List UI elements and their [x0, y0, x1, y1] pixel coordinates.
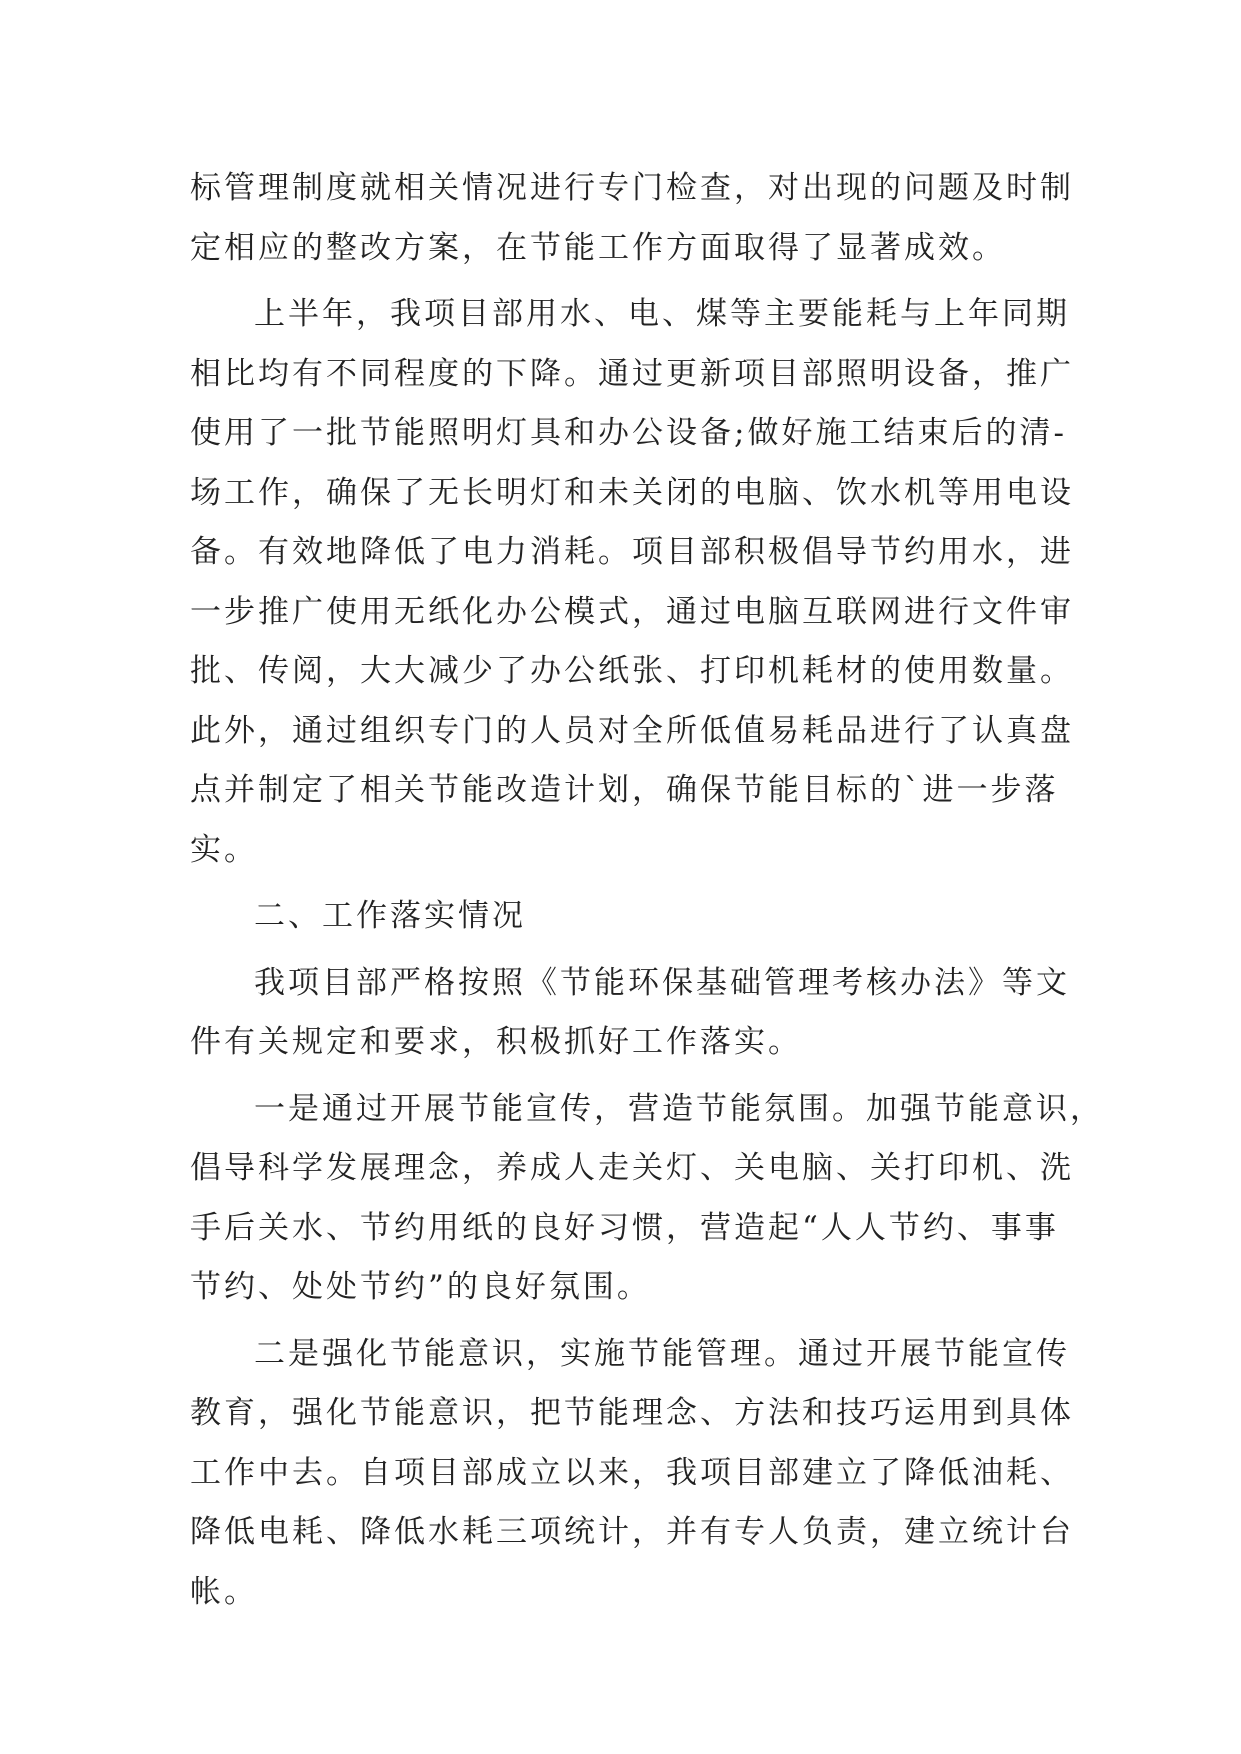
text-line: 定相应的整改方案，在节能工作方面取得了显著成效。	[190, 229, 1006, 266]
text-line: 教育，强化节能意识，把节能理念、方法和技巧运用到具体	[190, 1395, 1074, 1431]
text-line: 件有关规定和要求，积极抓好工作落实。	[190, 1024, 802, 1060]
text-line: 标管理制度就相关情况进行专门检查，对出现的问题及时制	[190, 170, 1074, 206]
text-line: 降低电耗、降低水耗三项统计，并有专人负责，建立统计台	[190, 1514, 1074, 1550]
section-heading: 二、工作落实情况	[254, 898, 526, 934]
text-line: 一是通过开展节能宣传，营造节能氛围。加强节能意识，	[254, 1090, 1104, 1127]
text-line: 工作中去。自项目部成立以来，我项目部建立了降低油耗、	[190, 1454, 1074, 1491]
text-line: 场工作，确保了无长明灯和未关闭的电脑、饮水机等用电设	[190, 474, 1074, 511]
text-line: 备。有效地降低了电力消耗。项目部积极倡导节约用水，进	[190, 534, 1074, 570]
text-line: 一步推广使用无纸化办公模式，通过电脑互联网进行文件审	[190, 593, 1074, 630]
text-line: 帐。	[190, 1573, 258, 1610]
text-line: 实。	[190, 831, 258, 868]
text-line: 上半年，我项目部用水、电、煤等主要能耗与上年同期	[254, 296, 1070, 332]
text-line: 我项目部严格按照《节能环保基础管理考核办法》等文	[254, 964, 1070, 1001]
text-line: 手后关水、节约用纸的良好习惯，营造起“人人节约、事事	[190, 1209, 1059, 1246]
text-line: 点并制定了相关节能改造计划，确保节能目标的`进一步落	[190, 772, 1059, 808]
text-line: 使用了一批节能照明灯具和办公设备;做好施工结束后的清-	[190, 415, 1067, 451]
body-text	[190, 159, 1104, 1622]
text-line: 节约、处处节约”的良好氛围。	[190, 1269, 651, 1305]
text-line: 批、传阅，大大减少了办公纸张、打印机耗材的使用数量。	[190, 653, 1074, 689]
text-line: 相比均有不同程度的下降。通过更新项目部照明设备，推广	[190, 355, 1074, 392]
text-line: 二是强化节能意识，实施节能管理。通过开展节能宣传	[254, 1335, 1070, 1372]
text-line: 此外，通过组织专门的人员对全所低值易耗品进行了认真盘	[190, 712, 1074, 749]
text-line: 倡导科学发展理念，养成人走关灯、关电脑、关打印机、洗	[190, 1150, 1074, 1186]
